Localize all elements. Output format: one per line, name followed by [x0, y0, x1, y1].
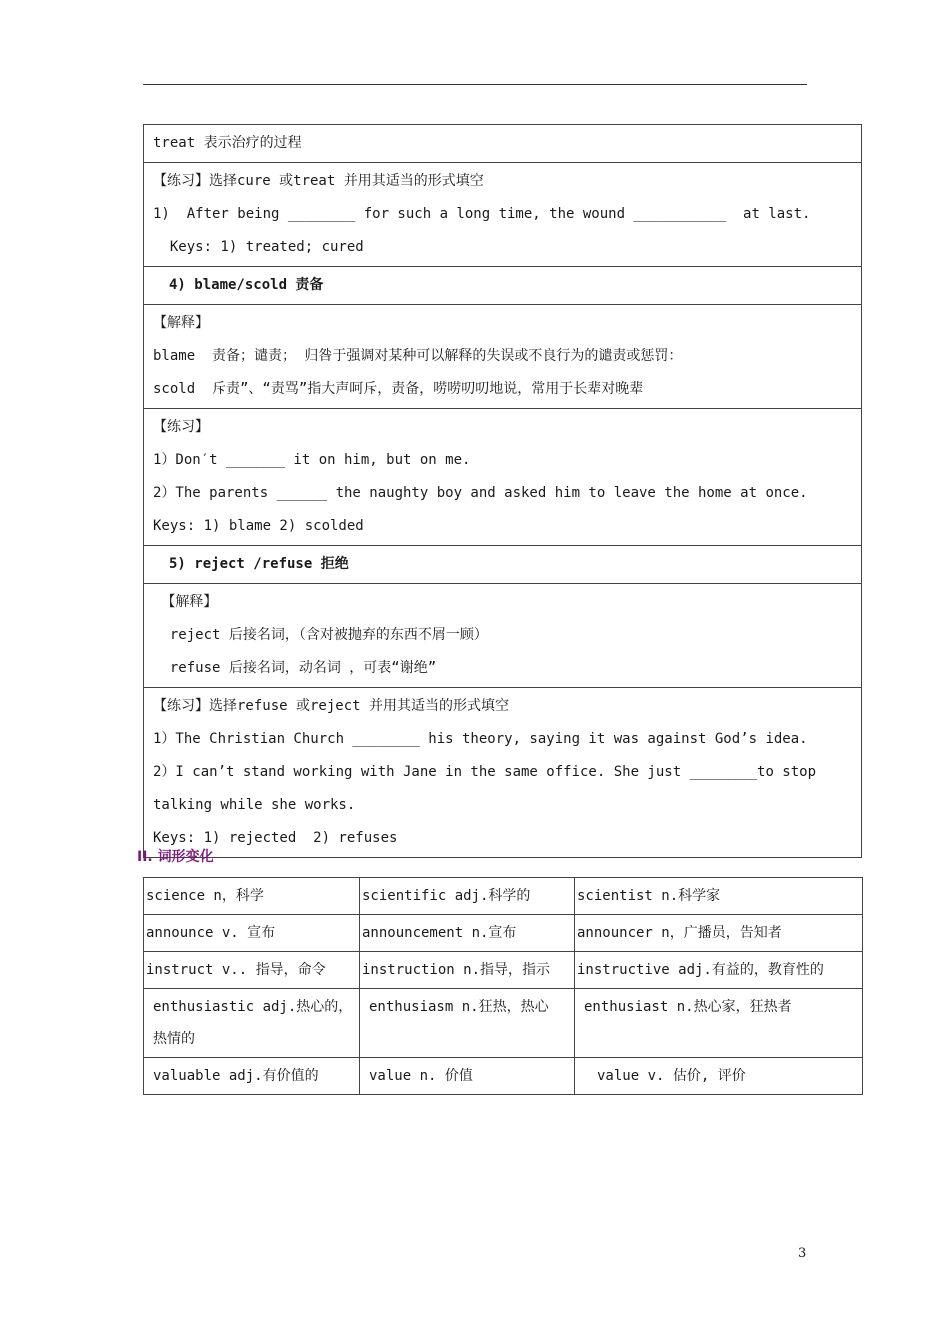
- section-title: II. 词形变化: [137, 849, 214, 865]
- text-line: 【解释】: [153, 594, 218, 610]
- table-cell: value v. 估价, 评价: [575, 1058, 863, 1095]
- table-cell: announcement n.宣布: [360, 915, 575, 952]
- text-line: treat 表示治疗的过程: [153, 135, 302, 151]
- text-line: 【解释】: [153, 315, 209, 331]
- section-heading: 4) blame/scold 责备: [169, 277, 324, 293]
- table-cell: announcer n，广播员，告知者: [575, 915, 863, 952]
- table-cell: [144, 688, 862, 858]
- section-heading: 5) reject /refuse 拒绝: [169, 556, 349, 572]
- header-rule: [143, 84, 807, 85]
- table-row: [144, 878, 863, 915]
- table-row: [144, 267, 862, 305]
- heading-cell: [144, 267, 862, 305]
- table-row: [144, 989, 863, 1058]
- text-line: talking while she works.: [153, 797, 356, 813]
- text-line: Keys: 1) treated; cured: [153, 239, 364, 255]
- table-cell: value n. 价值: [360, 1058, 575, 1095]
- table-row: [144, 915, 863, 952]
- text-line: refuse 后接名词，动名词 ，可表“谢绝”: [153, 660, 437, 676]
- text-line: 1) After being ________ for such a long time, the wound ___________ at last.: [153, 206, 811, 222]
- table-cell: instructive adj.有益的，教育性的: [575, 952, 863, 989]
- table-cell: [144, 409, 862, 546]
- table-cell: [144, 305, 862, 409]
- table-row: [144, 409, 862, 546]
- text-line: 2）I can’t stand working with Jane in the same office. She just ________to stop: [153, 764, 817, 780]
- text-line: Keys: 1) blame 2) scolded: [153, 518, 364, 534]
- table-cell: [144, 584, 862, 688]
- table-cell: valuable adj.有价值的: [144, 1058, 360, 1095]
- table-cell: science n，科学: [144, 878, 360, 915]
- table-row: [144, 163, 862, 267]
- table-cell: enthusiastic adj.热心的，热情的: [144, 989, 360, 1058]
- word-forms-table: [143, 877, 863, 1095]
- table-row: [144, 952, 863, 989]
- vocabulary-table: [143, 124, 862, 858]
- text-line: 1）The Christian Church ________ his theory, saying it was against God’s idea.: [153, 731, 808, 747]
- table-cell: announce v. 宣布: [144, 915, 360, 952]
- table-cell: enthusiast n.热心家，狂热者: [575, 989, 863, 1058]
- text-line: 【练习】: [153, 419, 209, 435]
- table-cell: [144, 163, 862, 267]
- table-cell: enthusiasm n.狂热，热心: [360, 989, 575, 1058]
- table-row: [144, 1058, 863, 1095]
- table-row: [144, 546, 862, 584]
- table-cell: scientist n.科学家: [575, 878, 863, 915]
- text-line: 2）The parents ______ the naughty boy and asked him to leave the home at once.: [153, 485, 808, 501]
- table-cell: instruct v.. 指导，命令: [144, 952, 360, 989]
- table-cell: scientific adj.科学的: [360, 878, 575, 915]
- table-row: [144, 688, 862, 858]
- table-row: [144, 584, 862, 688]
- text-line: blame 责备；谴责； 归咎于强调对某种可以解释的失误或不良行为的谴责或惩罚：: [153, 348, 683, 364]
- table-cell: instruction n.指导，指示: [360, 952, 575, 989]
- page-number: 3: [798, 1246, 807, 1261]
- text-line: 1）Don′t _______ it on him, but on me.: [153, 452, 471, 468]
- text-line: 【练习】选择cure 或treat 并用其适当的形式填空: [153, 173, 484, 189]
- text-line: 【练习】选择refuse 或reject 并用其适当的形式填空: [153, 698, 510, 714]
- table-cell: [144, 125, 862, 163]
- table-row: [144, 125, 862, 163]
- table-row: [144, 305, 862, 409]
- text-line: Keys: 1) rejected 2) refuses: [153, 830, 398, 846]
- text-line: reject 后接名词，（含对被抛弃的东西不屑一顾）: [153, 627, 488, 643]
- heading-cell: [144, 546, 862, 584]
- text-line: scold 斥责”、“责骂”指大声呵斥，责备，唠唠叨叨地说，常用于长辈对晚辈: [153, 381, 644, 397]
